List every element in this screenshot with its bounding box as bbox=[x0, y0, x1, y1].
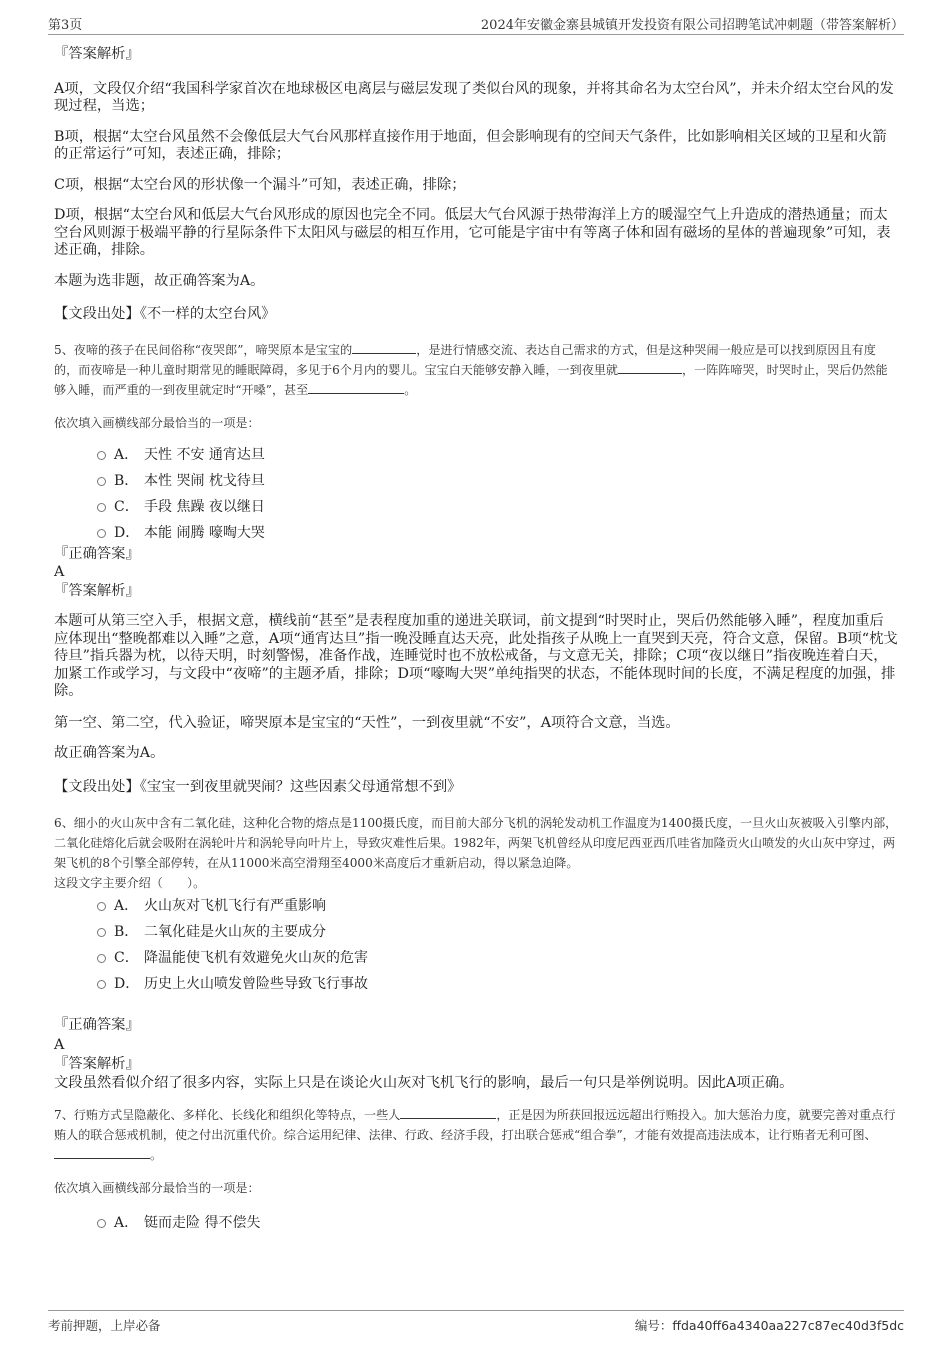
q4-conclusion: 本题为选非题，故正确答案为A。 bbox=[54, 272, 265, 289]
document-code: 编号：ffda40ff6a4340aa227c87ec40d3f5dc bbox=[634, 1318, 904, 1333]
q6-answer-label: 『正确答案』 bbox=[54, 1017, 140, 1033]
radio-icon[interactable] bbox=[97, 980, 106, 989]
q6-option-c[interactable]: C． 降温能使飞机有效避免火山灰的危害 bbox=[54, 945, 898, 971]
q5-answer-label: 『正确答案』 bbox=[54, 545, 140, 562]
q5-analysis-label: 『答案解析』 bbox=[54, 582, 140, 599]
q6-option-a[interactable]: A． 火山灰对飞机飞行有严重影响 bbox=[54, 893, 898, 919]
q5-answer: A bbox=[54, 564, 65, 580]
q5-option-d[interactable]: D． 本能 闹腾 嚎啕大哭 bbox=[54, 520, 898, 546]
q5-analysis-2: 第一空、第二空，代入验证，啼哭原本是宝宝的“天性”，一到夜里就“不安”，A项符合文意，当选。 bbox=[54, 714, 680, 731]
q6-analysis-label: 『答案解析』 bbox=[54, 1056, 140, 1072]
radio-icon[interactable] bbox=[97, 902, 106, 911]
radio-icon[interactable] bbox=[97, 529, 106, 538]
q6-option-b[interactable]: B． 二氧化硅是火山灰的主要成分 bbox=[54, 919, 898, 945]
page-number: 第3页 bbox=[48, 18, 83, 33]
q6-answer: A bbox=[54, 1036, 65, 1053]
q5-analysis-1: 本题可从第三空入手，根据文意，横线前“甚至”是表程度加重的递进关联词，前文提到“时哭时止，哭后仍然能够入睡”，程度加重后应体现出“整晚都难以入睡”之意，A项“通宵达旦”指一晚没睡直达天亮，此处指孩子从晚上一直哭到天亮，符合文意，保留。B项“枕戈待旦”指兵器为枕，以待天明，时刻警惕，准备作战，连睡觉时也不放松戒备，与文意无关，排除；C项“夜以继日”指夜晚连着白天，加紧工作或学习，与文段中“夜啼”的主题矛盾，排除；D项“嚎啕大哭”单纯指哭的状态，不能体现时间的长度，不满足程度的加强，排除。 bbox=[54, 613, 898, 699]
q7-prompt: 依次填入画横线部分最恰当的一项是： bbox=[54, 1181, 260, 1195]
radio-icon[interactable] bbox=[97, 1219, 106, 1228]
q5-source: 【文段出处】《宝宝一到夜里就哭闹？这些因素父母通常想不到》 bbox=[54, 778, 462, 795]
page-header bbox=[48, 14, 904, 35]
q4-analysis-label: 『答案解析』 bbox=[54, 46, 140, 62]
q7-stem: 7、行贿方式呈隐蔽化、多样化、长线化和组织化等特点，一些人 ，正是因为所获回报远远超出行贿投入。加大惩治力度，就要完善对重点行贿人的联合惩戒机制，使之付出沉重代价。综合运用纪律、法律、行政、经济手段，打出联合惩戒“组合拳”，才能有效提高违法成本，让行贿者无利可图、。 bbox=[54, 1108, 896, 1162]
q4-analysis-d: D项，根据“太空台风和低层大气台风形成的原因也完全不同。低层大气台风源于热带海洋上方的暖湿空气上升造成的潜热通量；而太空台风则源于极端平静的行星际条件下太阳风与磁层的相互作用，它可能是宇宙中有等离子体和固有磁场的星体的普遍现象”可知，表述正确，排除。 bbox=[54, 207, 891, 258]
q5-options bbox=[54, 442, 898, 546]
page-footer bbox=[48, 1310, 904, 1333]
blank-line bbox=[400, 1106, 496, 1119]
q6-analysis: 文段虽然看似介绍了很多内容，实际上只是在谈论火山灰对飞机飞行的影响，最后一句只是举例说明。因此A项正确。 bbox=[54, 1074, 794, 1091]
blank-line bbox=[618, 361, 682, 374]
q4-analysis-c: C项，根据“太空台风的形状像一个漏斗”可知，表述正确，排除； bbox=[54, 176, 466, 193]
q6-option-d[interactable]: D． 历史上火山喷发曾险些导致飞行事故 bbox=[54, 971, 898, 997]
q5-stem: 5、夜啼的孩子在民间俗称“夜哭郎”，啼哭原本是宝宝的 ，是进行情感交流、表达自己需求的方式，但是这种哭闹一般应是可以找到原因且有度的，而夜啼是一种儿童时期常见的睡眠障碍，多见于6个月内的婴儿。宝宝白天能够安静入睡，一到夜里就 ，一阵阵啼哭，时哭时止，哭后仍然能够入睡，而严重的一到夜里就定时“开嗓”，甚至 。 bbox=[54, 342, 888, 397]
radio-icon[interactable] bbox=[97, 451, 106, 460]
q6-options bbox=[54, 893, 898, 997]
q4-source: 【文段出处】《不一样的太空台风》 bbox=[54, 306, 276, 322]
q4-analysis-a: A项，文段仅介绍“我国科学家首次在地球极区电离层与磁层发现了类似台风的现象，并将其命名为太空台风”，并未介绍太空台风的发现过程，当选； bbox=[54, 80, 894, 114]
q5-conclusion: 故正确答案为A。 bbox=[54, 745, 165, 761]
page-content bbox=[54, 46, 898, 1236]
q4-analysis-b: B项，根据“太空台风虽然不会像低层大气台风那样直接作用于地面，但会影响现有的空间天气条件，比如影响相关区域的卫星和火箭的正常运行”可知，表述正确，排除； bbox=[54, 128, 887, 162]
radio-icon[interactable] bbox=[97, 928, 106, 937]
radio-icon[interactable] bbox=[97, 954, 106, 963]
q6-question: 这段文字主要介绍（ ）。 bbox=[54, 876, 206, 890]
q7-option-a[interactable]: A． 铤而走险 得不偿失 bbox=[54, 1210, 898, 1236]
q5-option-b[interactable]: B． 本性 哭闹 枕戈待旦 bbox=[54, 468, 898, 494]
q5-option-c[interactable]: C． 手段 焦躁 夜以继日 bbox=[54, 494, 898, 520]
radio-icon[interactable] bbox=[97, 503, 106, 512]
blank-line bbox=[308, 381, 404, 394]
q6-stem: 6、细小的火山灰中含有二氧化硅，这种化合物的熔点是1100摄氏度，而目前大部分飞机的涡轮发动机工作温度为1400摄氏度，一旦火山灰被吸入引擎内部，二氧化硅熔化后就会吸附在涡轮叶片和涡轮导向叶片上，导致灾难性后果。1982年，两架飞机曾经从印度尼西亚西爪哇省加隆贡火山喷发的火山灰中穿过，两架飞机的8个引擎全部停转，在从11000米高空滑翔至4000米高度后才重新启动，得以紧急迫降。 bbox=[54, 816, 898, 870]
q7-options bbox=[54, 1210, 898, 1236]
blank-line bbox=[54, 1146, 150, 1159]
blank-line bbox=[352, 341, 416, 354]
document-title: 2024年安徽金寨县城镇开发投资有限公司招聘笔试冲刺题（带答案解析） bbox=[480, 18, 904, 33]
q5-option-a[interactable]: A． 天性 不安 通宵达旦 bbox=[54, 442, 898, 468]
footer-slogan: 考前押题，上岸必备 bbox=[48, 1318, 161, 1333]
radio-icon[interactable] bbox=[97, 477, 106, 486]
q5-prompt: 依次填入画横线部分最恰当的一项是： bbox=[54, 415, 260, 430]
